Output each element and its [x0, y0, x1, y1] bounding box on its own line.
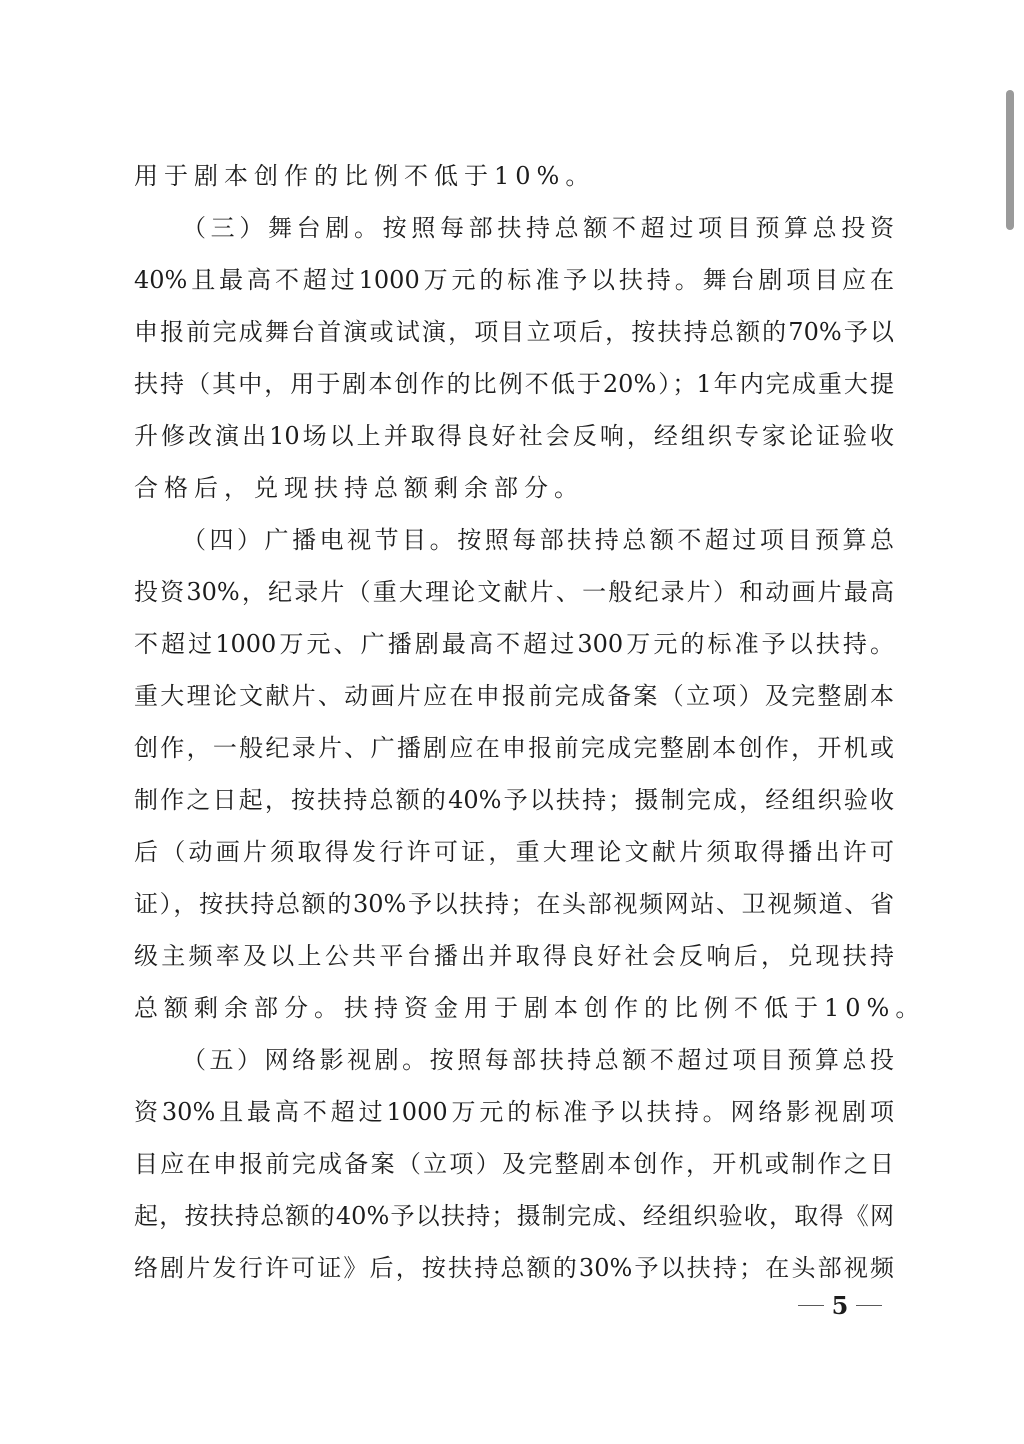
text-line: （四）广播电视节目。按照每部扶持总额不超过项目预算总 [182, 526, 894, 554]
scrollbar-thumb[interactable] [1006, 90, 1014, 230]
text-line: 扶持（其中，用于剧本创作的比例不低于20%）；1年内完成重大提 [134, 370, 894, 398]
text-line: 重大理论文献片、动画片应在申报前完成备案（立项）及完整剧本 [134, 682, 894, 710]
text-line: 资30%且最高不超过1000万元的标准予以扶持。网络影视剧项 [134, 1098, 894, 1126]
dash-right [856, 1305, 882, 1306]
text-line: 目应在申报前完成备案（立项）及完整剧本创作，开机或制作之日 [134, 1150, 894, 1178]
text-line: 总额剩余部分。扶持资金用于剧本创作的比例不低于10%。 [134, 994, 926, 1022]
text-line: 起，按扶持总额的40%予以扶持；摄制完成、经组织验收，取得《网 [134, 1202, 894, 1230]
page-number [790, 1290, 890, 1320]
text-line: 制作之日起，按扶持总额的40%予以扶持；摄制完成，经组织验收 [134, 786, 894, 814]
body-text [134, 150, 926, 1294]
vertical-scrollbar[interactable] [1006, 90, 1014, 230]
dash-left [798, 1305, 824, 1306]
text-line: （五）网络影视剧。按照每部扶持总额不超过项目预算总投 [182, 1046, 894, 1074]
text-line: 证），按扶持总额的30%予以扶持；在头部视频网站、卫视频道、省 [134, 890, 894, 918]
text-line: 创作，一般纪录片、广播剧应在申报前完成完整剧本创作，开机或 [134, 734, 894, 762]
text-line: （三）舞台剧。按照每部扶持总额不超过项目预算总投资 [182, 214, 894, 242]
text-line: 不超过1000万元、广播剧最高不超过300万元的标准予以扶持。 [134, 630, 894, 658]
text-line: 络剧片发行许可证》后，按扶持总额的30%予以扶持；在头部视频 [134, 1254, 894, 1282]
text-line: 用于剧本创作的比例不低于10%。 [134, 162, 596, 190]
page-number-value: 5 [831, 1290, 849, 1320]
text-line: 升修改演出10场以上并取得良好社会反响，经组织专家论证验收 [134, 422, 894, 450]
text-line: 申报前完成舞台首演或试演，项目立项后，按扶持总额的70%予以 [134, 318, 894, 346]
text-line: 投资30%，纪录片（重大理论文献片、一般纪录片）和动画片最高 [134, 578, 894, 606]
text-line: 后（动画片须取得发行许可证，重大理论文献片须取得播出许可 [134, 838, 894, 866]
text-line: 级主频率及以上公共平台播出并取得良好社会反响后，兑现扶持 [134, 942, 894, 970]
text-line: 40%且最高不超过1000万元的标准予以扶持。舞台剧项目应在 [134, 266, 894, 294]
text-line: 合格后，兑现扶持总额剩余部分。 [134, 474, 584, 502]
